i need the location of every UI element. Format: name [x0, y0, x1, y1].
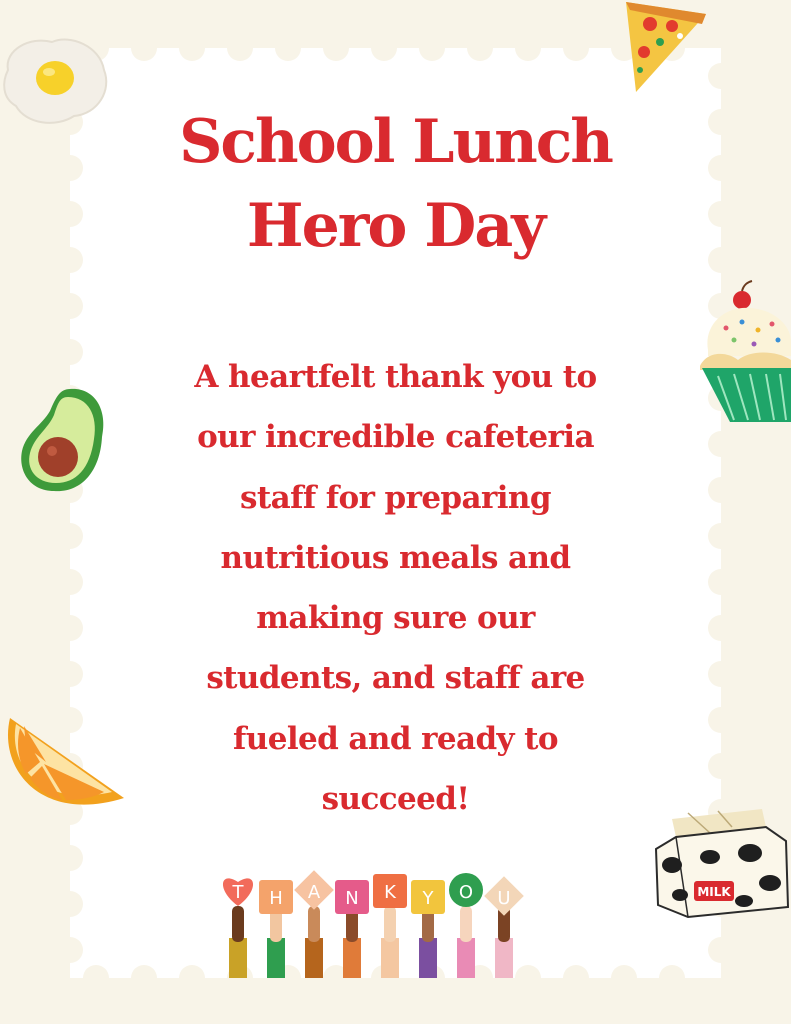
- thank-you-card: [411, 880, 445, 914]
- stamp-scallop: [708, 615, 734, 641]
- raised-hand: [460, 906, 472, 942]
- message-line: our incredible cafeteria: [197, 419, 594, 455]
- stamp-scallop: [57, 845, 83, 871]
- stamp-scallop: [467, 35, 493, 61]
- sleeve: [419, 938, 437, 978]
- page-title-line-2: Hero Day: [246, 191, 545, 261]
- message-line: staff for preparing: [240, 480, 551, 516]
- stamp-scallop: [83, 965, 109, 991]
- stamp-scallop: [57, 339, 83, 365]
- thank-you-card: [484, 876, 524, 916]
- sleeve: [457, 938, 475, 978]
- stamp-scallop: [179, 965, 205, 991]
- raised-hand: [384, 906, 396, 942]
- stamp-scallop: [419, 35, 445, 61]
- stamp-scallop: [708, 661, 734, 687]
- stamp-scallop: [708, 753, 734, 779]
- stamp-scallop: [323, 35, 349, 61]
- stamp-scallop: [227, 35, 253, 61]
- stamp-scallop: [275, 35, 301, 61]
- sleeve: [229, 938, 247, 978]
- stamp-scallop: [708, 431, 734, 457]
- message-line: succeed!: [321, 781, 470, 817]
- message-line: A heartfelt thank you to: [194, 359, 597, 395]
- stamp-scallop: [131, 965, 157, 991]
- message-line: nutritious meals and: [220, 540, 571, 576]
- raised-hand: [308, 906, 320, 942]
- thank-you-card: [335, 880, 369, 914]
- stamp-scallop: [708, 937, 734, 963]
- stamp-scallop: [57, 569, 83, 595]
- stamp-scallop: [563, 965, 589, 991]
- sleeve: [381, 938, 399, 978]
- raised-hand: [232, 906, 244, 942]
- sleeve: [343, 938, 361, 978]
- thank-you-letter: Y: [422, 888, 434, 909]
- thank-you-card: [373, 874, 407, 908]
- stamp-scallop: [611, 965, 637, 991]
- thank-you-letter: O: [458, 882, 474, 903]
- stamp-scallop: [563, 35, 589, 61]
- stamp-scallop: [708, 63, 734, 89]
- thank-you-letter: N: [345, 888, 359, 909]
- stamp-scallop: [57, 891, 83, 917]
- thank-you-letter: A: [307, 882, 321, 903]
- orange-slice-icon: [0, 712, 132, 820]
- thank-you-hands-icon: [214, 862, 534, 978]
- stamp-scallop: [708, 707, 734, 733]
- sleeve: [305, 938, 323, 978]
- thank-you-card: [223, 878, 253, 906]
- milk-carton-icon: [654, 805, 791, 920]
- thank-you-card: [259, 880, 293, 914]
- stamp-scallop: [708, 477, 734, 503]
- thank-you-card: [449, 873, 483, 907]
- fried-egg-icon: [0, 32, 112, 130]
- stamp-scallop: [179, 35, 205, 61]
- stamp-scallop: [57, 293, 83, 319]
- stamp-scallop: [57, 937, 83, 963]
- cupcake-icon: [698, 280, 791, 425]
- message-line: students, and staff are: [206, 660, 585, 696]
- thank-you-card: [294, 870, 334, 910]
- stamp-scallop: [708, 569, 734, 595]
- message-line: fueled and ready to: [233, 721, 558, 757]
- sleeve: [495, 938, 513, 978]
- stamp-scallop: [659, 965, 685, 991]
- stamp-scallop: [57, 661, 83, 687]
- thank-you-letter: U: [497, 888, 511, 909]
- thank-you-letter: K: [384, 882, 396, 903]
- message-line: making sure our: [256, 600, 535, 636]
- avocado-icon: [18, 385, 108, 497]
- pizza-slice-icon: [620, 0, 710, 96]
- sleeve: [267, 938, 285, 978]
- stamp-scallop: [515, 35, 541, 61]
- thank-you-letter: T: [232, 882, 244, 903]
- stamp-scallop: [708, 523, 734, 549]
- thank-you-letter: H: [269, 888, 283, 909]
- stamp-scallop: [131, 35, 157, 61]
- stamp-scallop: [57, 615, 83, 641]
- stamp-scallop: [371, 35, 397, 61]
- page-title-line-1: School Lunch: [179, 107, 612, 177]
- milk-label: MILK: [697, 885, 731, 899]
- stamp-scallop: [57, 523, 83, 549]
